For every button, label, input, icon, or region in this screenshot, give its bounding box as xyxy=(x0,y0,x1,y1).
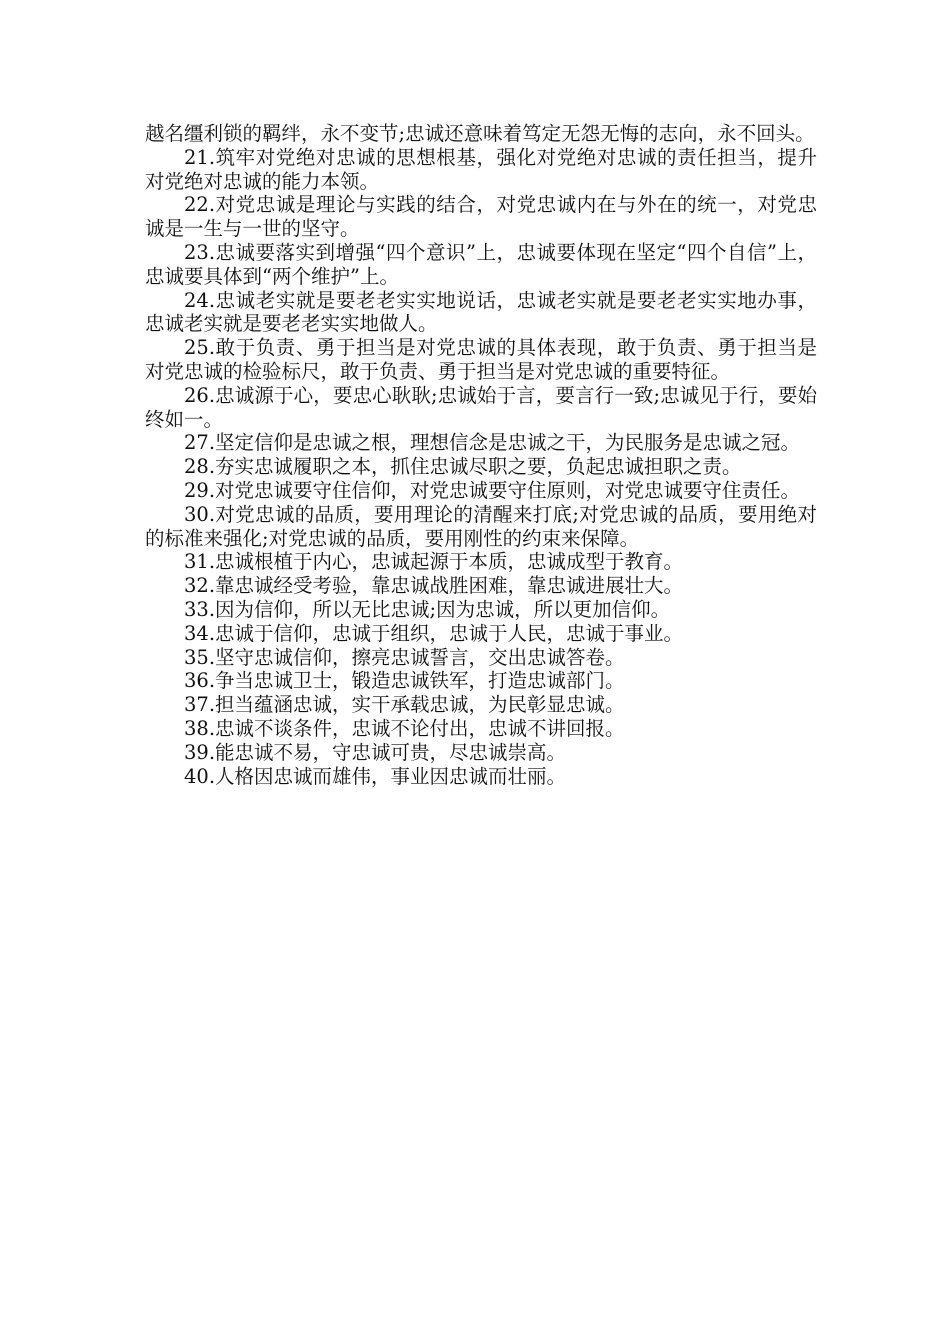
paragraph-27: 27.坚定信仰是忠诚之根，理想信念是忠诚之干，为民服务是忠诚之冠。 xyxy=(184,431,801,455)
paragraph-33: 33.因为信仰，所以无比忠诚;因为忠诚，所以更加信仰。 xyxy=(184,597,671,621)
paragraph-34: 34.忠诚于信仰，忠诚于组织，忠诚于人民，忠诚于事业。 xyxy=(184,621,684,645)
paragraph-32: 32.靠忠诚经受考验，靠忠诚战胜困难，靠忠诚进展壮大。 xyxy=(184,574,684,598)
paragraph-21: 21.筑牢对党绝对忠诚的思想根基，强化对党绝对忠诚的责任担当，提升对党绝对忠诚的能力本领。 xyxy=(145,145,817,193)
paragraph-39: 39.能忠诚不易，守忠诚可贵，尽忠诚崇高。 xyxy=(184,740,567,764)
paragraph-40: 40.人格因忠诚而雄伟，事业因忠诚而壮丽。 xyxy=(184,764,567,788)
paragraph-29: 29.对党忠诚要守住信仰，对党忠诚要守住原则，对党忠诚要守住责任。 xyxy=(184,478,801,502)
paragraph-30: 30.对党忠诚的品质，要用理论的清醒来打底;对党忠诚的品质，要用绝对的标准来强化;对党忠诚的品质，要用刚性的约束来保障。 xyxy=(145,502,817,550)
paragraph-28: 28.夯实忠诚履职之本，抓住忠诚尽职之要，负起忠诚担职之责。 xyxy=(184,455,742,479)
paragraph-25: 25.敢于负责、勇于担当是对党忠诚的具体表现，敢于负责、勇于担当是对党忠诚的检验标尺，敢于负责、勇于担当是对党忠诚的重要特征。 xyxy=(145,336,817,383)
paragraph-24: 24.忠诚老实就是要老老实实地说话，忠诚老实就是要老老实实地办事，忠诚老实就是要老老实实地做人。 xyxy=(145,288,817,336)
paragraph-31: 31.忠诚根植于内心，忠诚起源于本质，忠诚成型于教育。 xyxy=(184,550,684,574)
paragraph-38: 38.忠诚不谈条件，忠诚不论付出，忠诚不讲回报。 xyxy=(184,716,625,740)
paragraph-37: 37.担当蕴涵忠诚，实干承载忠诚，为民彰显忠诚。 xyxy=(184,693,625,717)
paragraph-35: 35.坚守忠诚信仰，擦亮忠诚誓言，交出忠诚答卷。 xyxy=(184,645,625,669)
paragraph-26: 26.忠诚源于心，要忠心耿耿;忠诚始于言，要言行一致;忠诚见于行，要始终如一。 xyxy=(145,383,817,431)
paragraph-continued: 越名缰利锁的羁绊，永不变节;忠诚还意味着笃定无怨无悔的志向，永不回头。 xyxy=(145,122,815,145)
paragraph-23: 23.忠诚要落实到增强“四个意识”上，忠诚要体现在坚定“四个自信”上，忠诚要具体到“两个维护”上。 xyxy=(145,240,817,288)
document-body xyxy=(145,122,817,788)
paragraph-36: 36.争当忠诚卫士，锻造忠诚铁军，打造忠诚部门。 xyxy=(184,669,625,693)
paragraph-22: 22.对党忠诚是理论与实践的结合，对党忠诚内在与外在的统一，对党忠诚是一生与一世的坚守。 xyxy=(145,193,817,241)
